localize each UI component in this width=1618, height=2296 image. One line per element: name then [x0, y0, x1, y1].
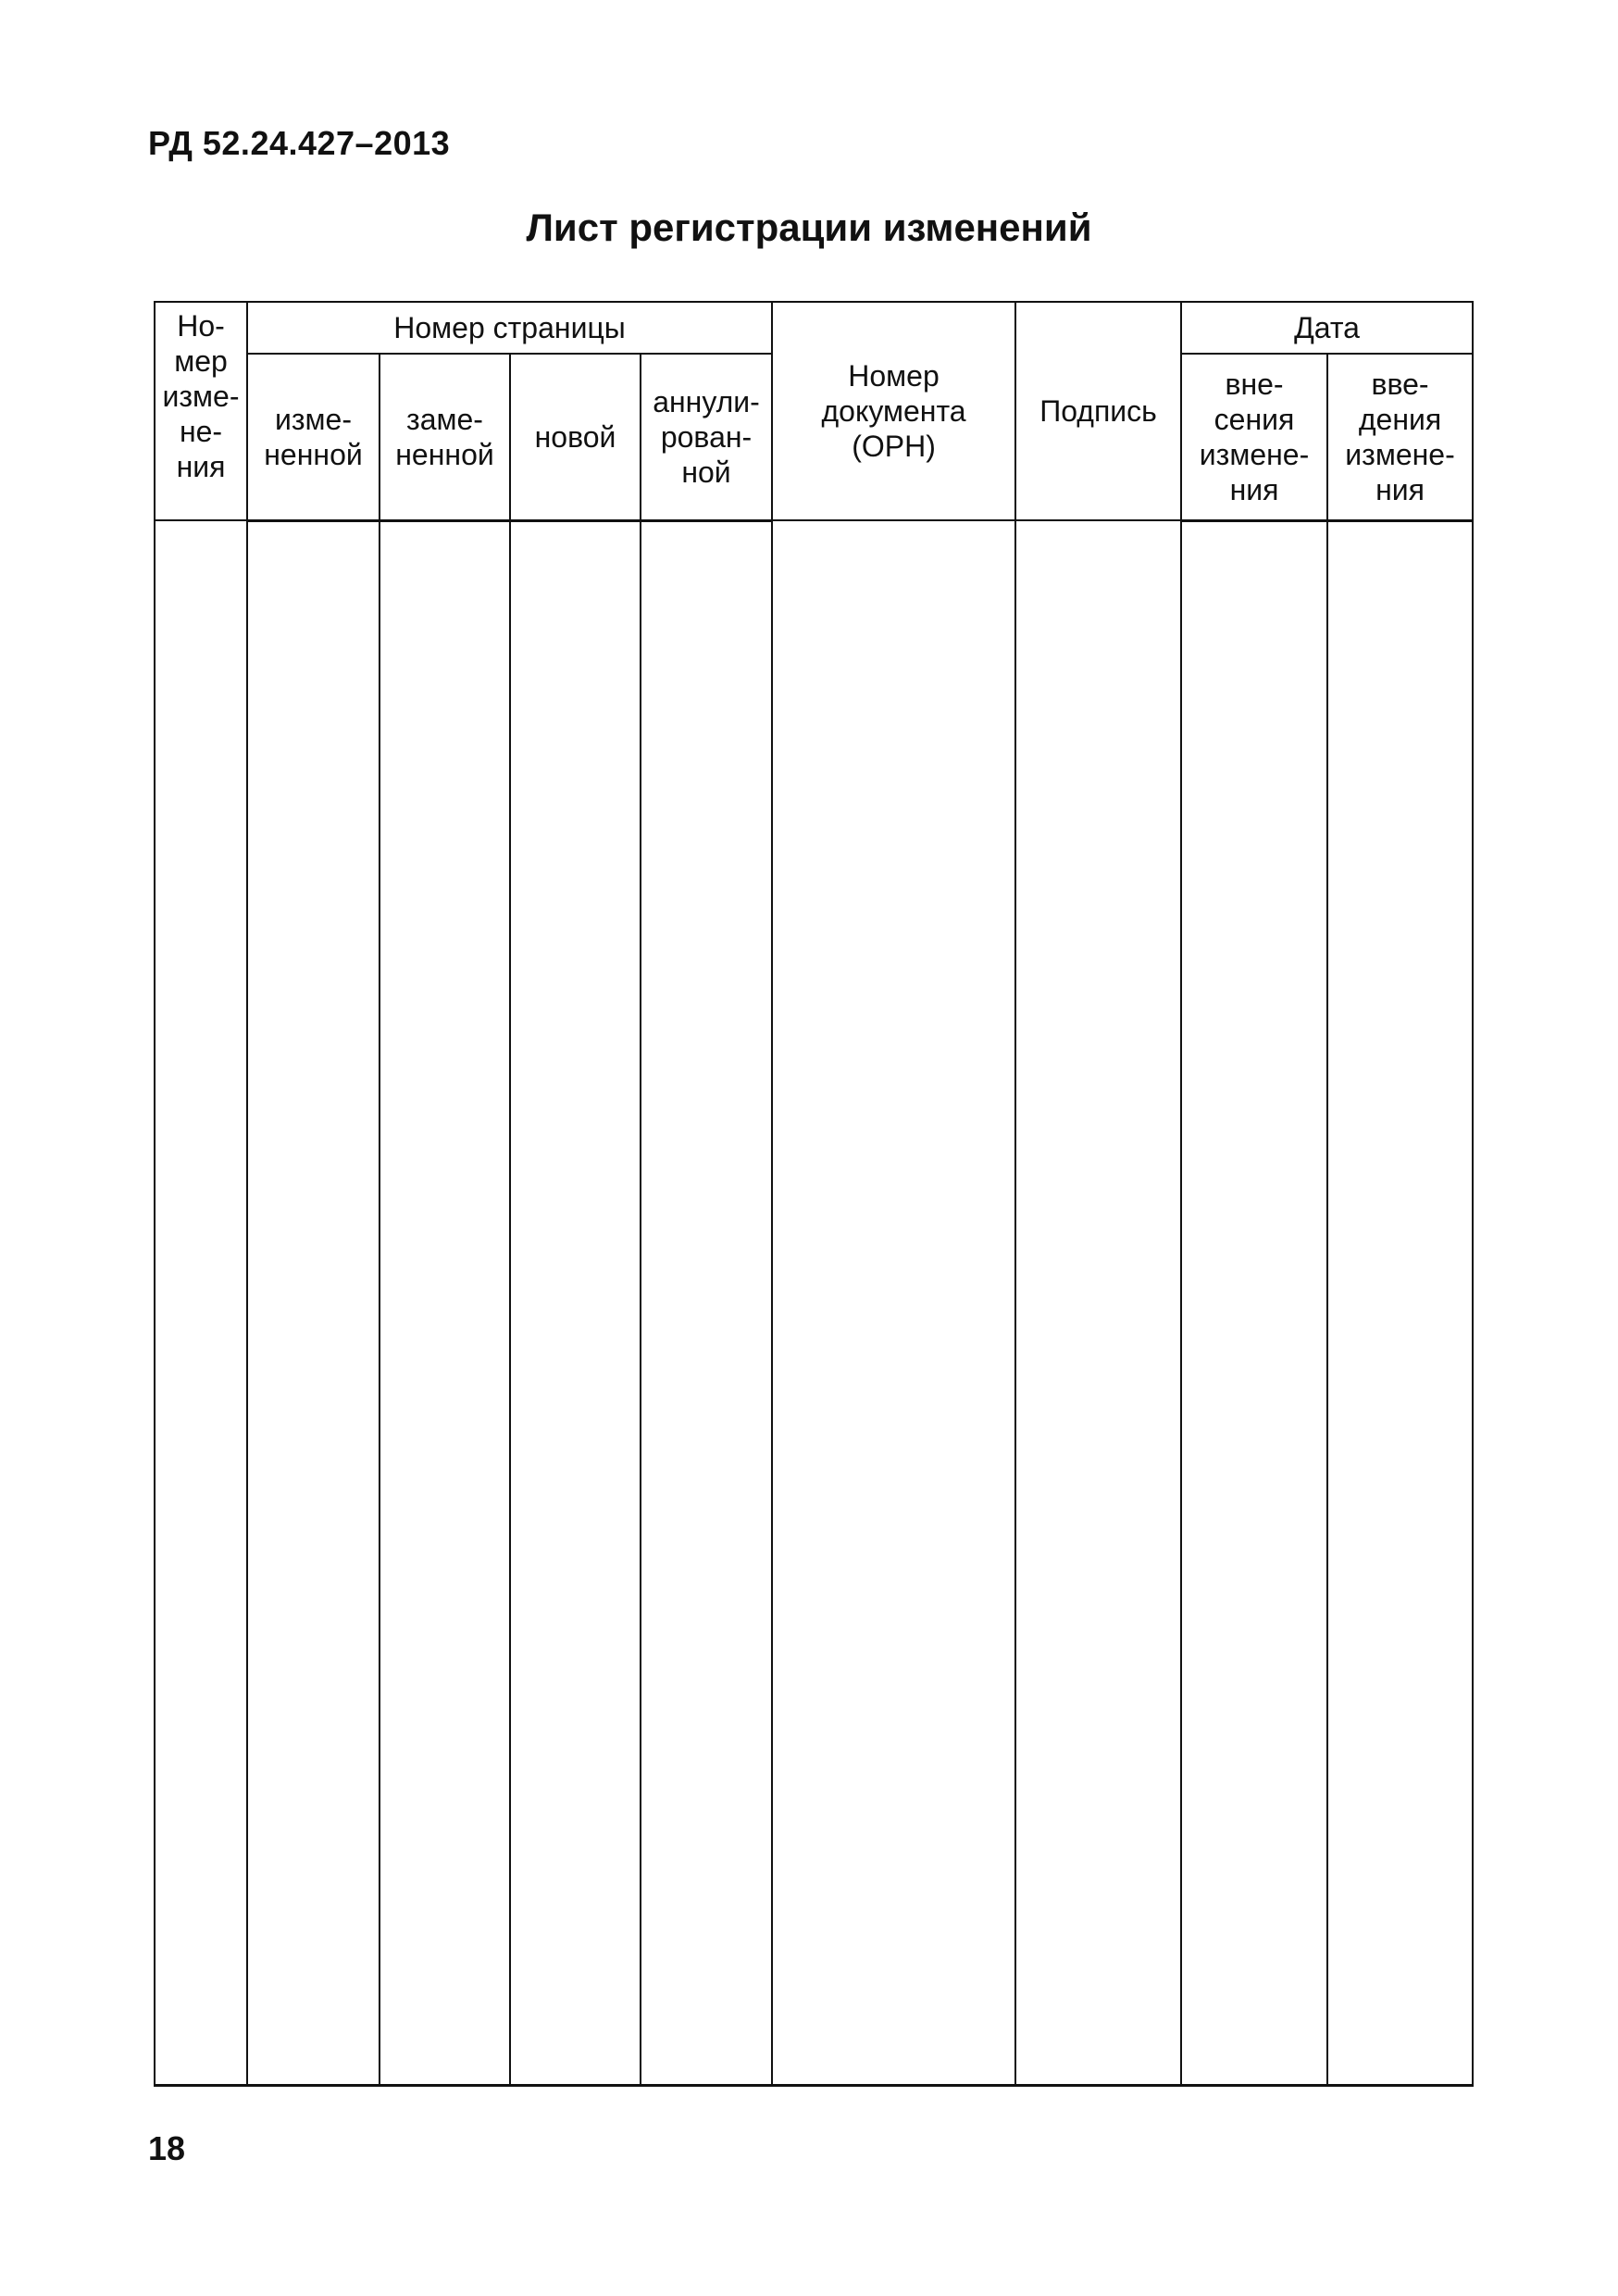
table-cell[interactable]: [641, 520, 772, 2085]
table-cell[interactable]: [155, 520, 247, 2085]
header-signature: Подпись: [1015, 302, 1181, 520]
table-cell[interactable]: [1015, 520, 1181, 2085]
header-date-group: Дата: [1181, 302, 1473, 354]
table-cell[interactable]: [1181, 520, 1327, 2085]
table-cell[interactable]: [510, 520, 641, 2085]
page-number: 18: [148, 2129, 186, 2167]
header-page-number-group: Номер страницы: [247, 302, 772, 354]
change-registration-table: [154, 301, 1474, 2087]
table-cell[interactable]: [380, 520, 510, 2085]
table-cell[interactable]: [772, 520, 1015, 2085]
header-document-number: Номер документа (ОРН): [772, 302, 1015, 520]
header-new-page: новой: [510, 354, 641, 520]
table-row: [155, 520, 1473, 2085]
header-replaced-page: заме- ненной: [380, 354, 510, 520]
table-cell[interactable]: [1327, 520, 1473, 2085]
header-annulled-page: аннули- рован- ной: [641, 354, 772, 520]
page-title: Лист регистрации изменений: [526, 206, 1092, 249]
header-change-number: Но- мер изме- не- ния: [155, 302, 247, 520]
header-date-enactment: вве- дения измене- ния: [1327, 354, 1473, 520]
table-cell[interactable]: [247, 520, 380, 2085]
document-code: РД 52.24.427–2013: [148, 124, 451, 162]
header-date-introduction: вне- сения измене- ния: [1181, 354, 1327, 520]
header-changed-page: изме- ненной: [247, 354, 380, 520]
